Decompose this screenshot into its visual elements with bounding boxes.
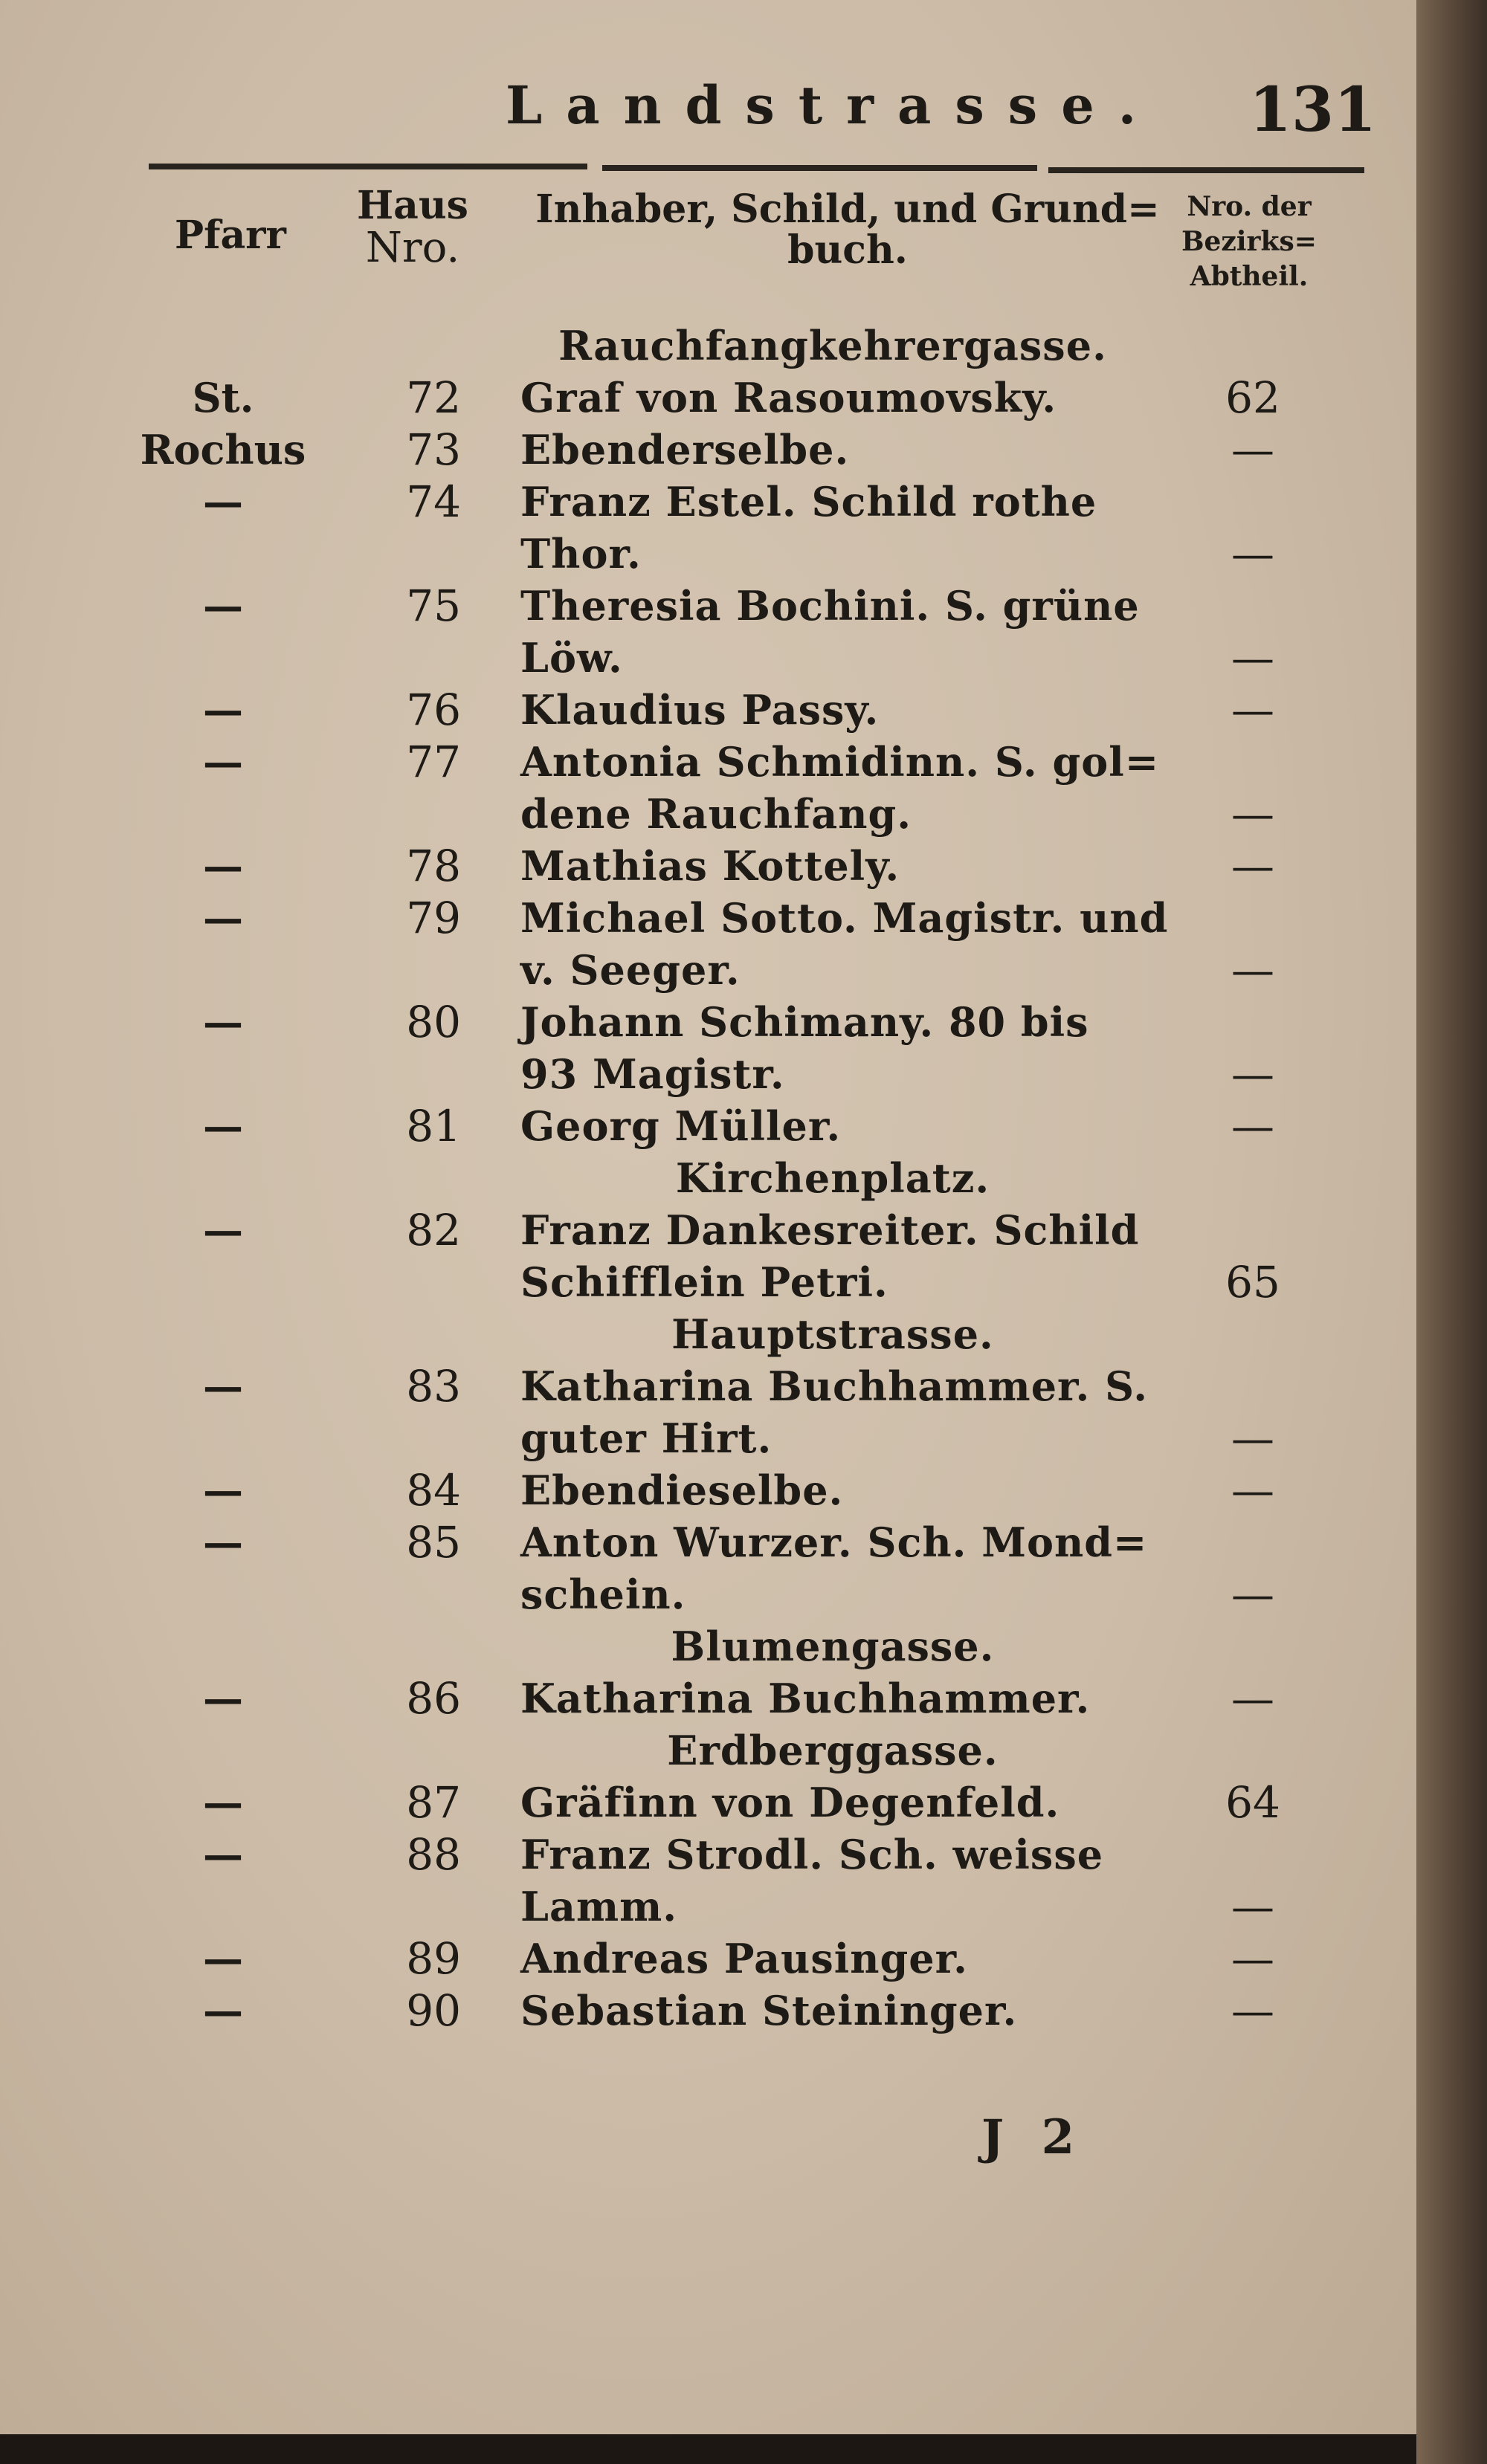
house-number-cell: 72 xyxy=(406,372,461,423)
pfarr-cell: — xyxy=(203,998,243,1046)
column-header-inhaber-line2: buch. xyxy=(787,227,908,273)
street-heading xyxy=(0,1308,1416,1360)
table-row xyxy=(0,684,1416,736)
table-row xyxy=(0,1933,1416,1985)
district-cell: — xyxy=(1231,1101,1274,1151)
pfarr-cell: — xyxy=(203,1362,243,1410)
owner-cell: schein. xyxy=(520,1571,686,1618)
column-header-haus xyxy=(357,183,468,272)
column-header-bezirk-line1: Nro. der xyxy=(1187,191,1312,222)
owner-cell: Franz Dankesreiter. Schild xyxy=(520,1206,1140,1254)
district-cell: 65 xyxy=(1225,1257,1280,1307)
column-header-haus-line2: Nro. xyxy=(365,223,460,272)
house-number-cell: 76 xyxy=(406,685,461,735)
owner-cell: Graf von Rasoumovsky. xyxy=(520,374,1057,421)
district-cell: — xyxy=(1231,1881,1274,1932)
catchword: J 2 xyxy=(981,2109,1086,2165)
pfarr-cell: — xyxy=(203,1987,243,2034)
table-row xyxy=(0,1464,1416,1516)
owner-cell: Löw. xyxy=(520,634,623,682)
district-cell: 64 xyxy=(1225,1777,1280,1828)
district-cell: — xyxy=(1231,1985,1274,2036)
house-number-cell: 78 xyxy=(406,841,461,891)
owner-cell: Ebenderselbe. xyxy=(520,426,850,473)
street-heading xyxy=(0,320,1416,372)
header-rule-right xyxy=(1048,167,1364,173)
table-row xyxy=(0,476,1416,528)
pfarr-cell: — xyxy=(203,1206,243,1254)
street-heading xyxy=(0,1620,1416,1672)
owner-cell: Anton Wurzer. Sch. Mond= xyxy=(520,1519,1148,1566)
district-cell: — xyxy=(1231,424,1274,475)
table-row xyxy=(0,632,1416,684)
house-number-cell: 90 xyxy=(406,1985,461,2036)
district-cell: — xyxy=(1231,685,1274,735)
owner-cell: Franz Estel. Schild rothe xyxy=(520,478,1097,526)
pfarr-cell: — xyxy=(203,478,243,526)
owner-cell: Theresia Bochini. S. grüne xyxy=(520,582,1140,630)
table-row xyxy=(0,1516,1416,1568)
column-header-bezirk xyxy=(1175,190,1323,294)
table-row xyxy=(0,1360,1416,1412)
book-gutter xyxy=(1416,0,1487,2464)
table-row xyxy=(0,372,1416,424)
district-cell: — xyxy=(1231,1465,1274,1516)
owner-cell: guter Hirt. xyxy=(520,1414,772,1462)
owner-cell: dene Rauchfang. xyxy=(520,790,912,838)
house-number-cell: 85 xyxy=(406,1517,461,1568)
column-header-inhaber xyxy=(520,187,1175,273)
pfarr-cell: — xyxy=(203,1779,243,1826)
owner-cell: Thor. xyxy=(520,530,642,578)
owner-cell: Sebastian Steininger. xyxy=(520,1987,1018,2034)
district-cell: — xyxy=(1231,633,1274,683)
owner-cell: Klaudius Passy. xyxy=(520,686,880,734)
district-cell: — xyxy=(1231,1569,1274,1620)
owner-cell: Gräfinn von Degenfeld. xyxy=(520,1779,1060,1826)
house-number-cell: 88 xyxy=(406,1829,461,1880)
owner-cell: Johann Schimany. 80 bis xyxy=(520,998,1089,1046)
pfarr-cell: St. xyxy=(192,374,254,421)
owner-cell: Antonia Schmidinn. S. gol= xyxy=(520,738,1160,786)
district-cell: 62 xyxy=(1225,372,1280,423)
table-row xyxy=(0,1412,1416,1464)
table-row xyxy=(0,840,1416,892)
owner-cell: Schifflein Petri. xyxy=(520,1258,888,1306)
owner-cell: Erdberggasse. xyxy=(667,1727,999,1774)
house-number-cell: 89 xyxy=(406,1933,461,1984)
pfarr-cell: — xyxy=(203,894,243,942)
pfarr-cell: — xyxy=(203,738,243,786)
column-header-pfarr: Pfarr xyxy=(175,213,286,258)
owner-cell: Andreas Pausinger. xyxy=(520,1935,968,1982)
owner-cell: v. Seeger. xyxy=(520,946,741,994)
table-row xyxy=(0,1256,1416,1308)
owner-cell: Blumengasse. xyxy=(671,1623,995,1670)
house-number-cell: 86 xyxy=(406,1673,461,1724)
street-heading xyxy=(0,1152,1416,1204)
page-number: 131 xyxy=(1249,74,1377,146)
owner-cell: Rauchfangkehrergasse. xyxy=(558,322,1107,369)
pfarr-cell: — xyxy=(203,842,243,890)
running-title: Landstrasse. xyxy=(506,74,1161,136)
district-cell: — xyxy=(1231,1413,1274,1464)
owner-cell: Hauptstrasse. xyxy=(671,1310,994,1358)
table-row xyxy=(0,1881,1416,1933)
pfarr-cell: — xyxy=(203,1467,243,1514)
table-row xyxy=(0,892,1416,944)
house-number-cell: 74 xyxy=(406,476,461,527)
house-number-cell: 83 xyxy=(406,1361,461,1412)
pfarr-cell: — xyxy=(203,1675,243,1722)
pfarr-cell: — xyxy=(203,582,243,630)
column-header-haus-line1: Haus xyxy=(357,183,468,228)
house-number-cell: 81 xyxy=(406,1101,461,1151)
owner-cell: Lamm. xyxy=(520,1883,678,1930)
owner-cell: Ebendieselbe. xyxy=(520,1467,844,1514)
table-row xyxy=(0,944,1416,996)
table-row xyxy=(0,788,1416,840)
pfarr-cell: — xyxy=(203,1831,243,1878)
table-row xyxy=(0,1204,1416,1256)
owner-cell: Franz Strodl. Sch. weisse xyxy=(520,1831,1104,1878)
house-number-cell: 79 xyxy=(406,893,461,943)
table-row xyxy=(0,1985,1416,2037)
house-number-cell: 77 xyxy=(406,737,461,787)
pfarr-cell: — xyxy=(203,1102,243,1150)
column-header-bezirk-line3: Abtheil. xyxy=(1190,260,1309,292)
district-cell: — xyxy=(1231,1049,1274,1099)
pfarr-cell: — xyxy=(203,1935,243,1982)
table-row xyxy=(0,1828,1416,1881)
header-rule-middle xyxy=(602,165,1037,171)
district-cell: — xyxy=(1231,841,1274,891)
owner-cell: Michael Sotto. Magistr. und xyxy=(520,894,1169,942)
header-rule-left xyxy=(149,164,587,169)
district-cell: — xyxy=(1231,945,1274,995)
house-number-cell: 75 xyxy=(406,581,461,631)
pfarr-cell: — xyxy=(203,1519,243,1566)
owner-cell: Georg Müller. xyxy=(520,1102,842,1150)
table-row xyxy=(0,1100,1416,1152)
house-number-cell: 84 xyxy=(406,1465,461,1516)
table-row xyxy=(0,1568,1416,1620)
owner-cell: Katharina Buchhammer. xyxy=(520,1675,1091,1722)
table-row xyxy=(0,1048,1416,1100)
table-row xyxy=(0,424,1416,476)
house-number-cell: 87 xyxy=(406,1777,461,1828)
column-header-inhaber-line1: Inhaber, Schild, und Grund= xyxy=(535,187,1160,232)
table-row xyxy=(0,996,1416,1048)
house-number-cell: 73 xyxy=(406,424,461,475)
house-number-cell: 80 xyxy=(406,997,461,1047)
table-row xyxy=(0,528,1416,580)
house-number-cell: 82 xyxy=(406,1205,461,1255)
table-row xyxy=(0,580,1416,632)
district-cell: — xyxy=(1231,1673,1274,1724)
pfarr-cell: Rochus xyxy=(140,426,306,473)
table-row xyxy=(0,736,1416,788)
table-row xyxy=(0,1672,1416,1724)
owner-cell: 93 Magistr. xyxy=(520,1050,785,1098)
register-table xyxy=(0,320,1416,2037)
street-heading xyxy=(0,1724,1416,1776)
owner-cell: Katharina Buchhammer. S. xyxy=(520,1362,1149,1410)
pfarr-cell: — xyxy=(203,686,243,734)
column-header-bezirk-line2: Bezirks= xyxy=(1181,225,1317,257)
owner-cell: Kirchenplatz. xyxy=(675,1154,990,1202)
table-row xyxy=(0,1776,1416,1828)
district-cell: — xyxy=(1231,528,1274,579)
district-cell: — xyxy=(1231,789,1274,839)
district-cell: — xyxy=(1231,1933,1274,1984)
owner-cell: Mathias Kottely. xyxy=(520,842,900,890)
